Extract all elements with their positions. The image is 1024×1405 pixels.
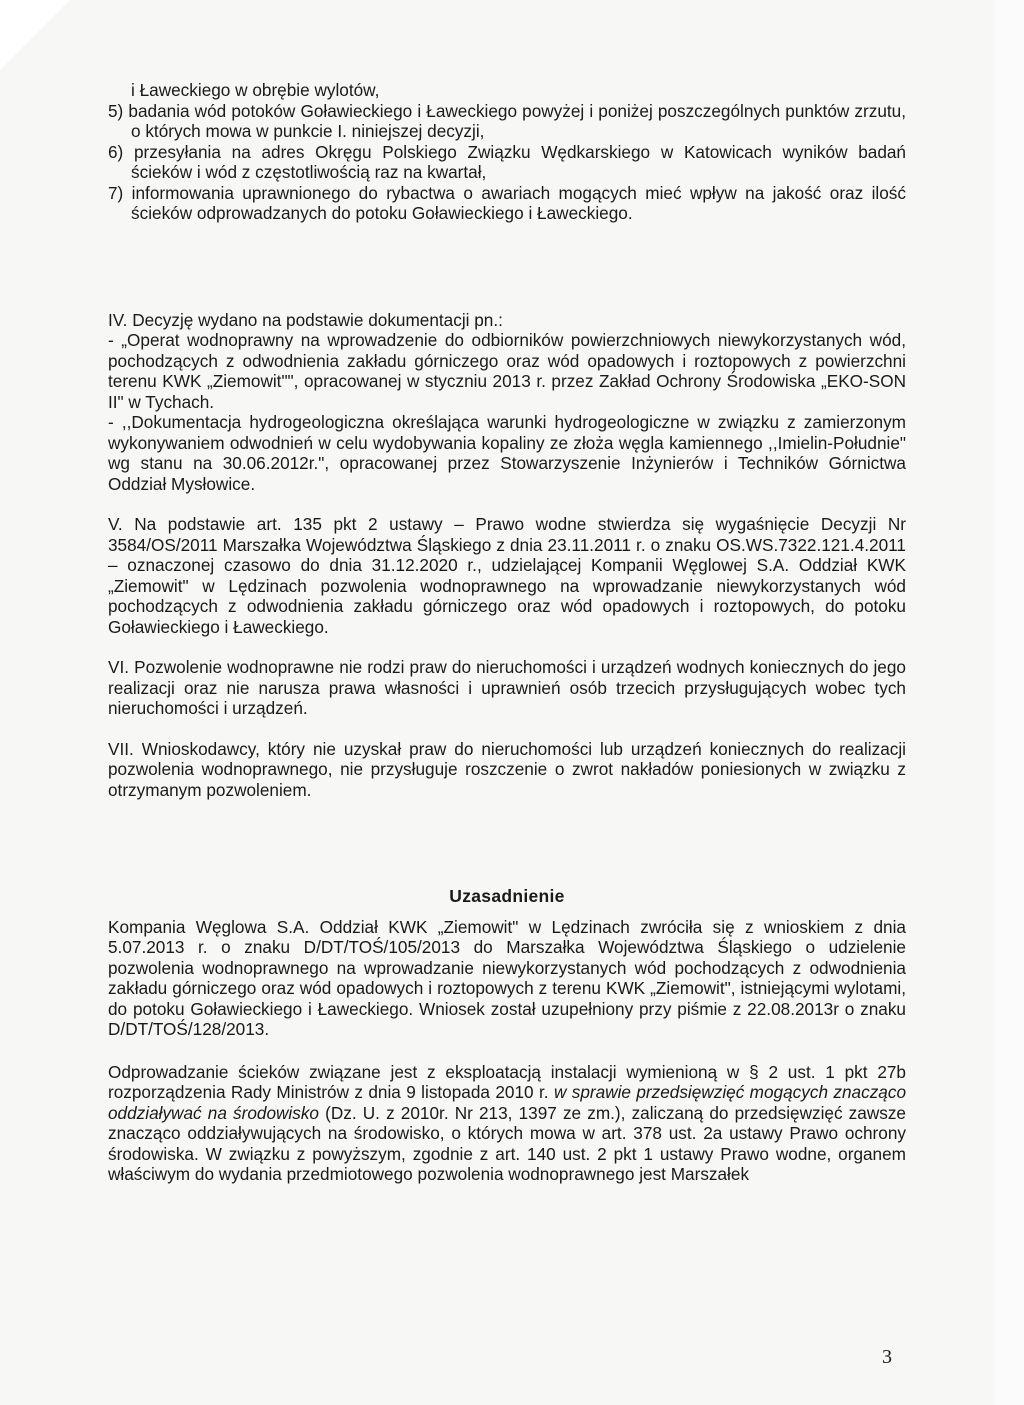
regulation-title: w sprawie przedsięwzięć mogących znacząco oddziaływać na środowisko [108,1082,907,1123]
list-continuation: i Ławeckiego w obrębie wylotów, [131,80,380,100]
list-item-6: 6) przesyłania na adres Okręgu Polskiego Związku Wędkarskiego w Katowicach wyników badań ścieków i wód z częstotliwością raz na kwartał, [108,141,906,182]
section-vi: VI. Pozwolenie wodnoprawne nie rodzi praw do nieruchomości i urządzeń wodnych koniecznych do jego realizacji oraz nie narusza prawa własności i uprawnień osób trzecich przysługujących wobec tych nieruchomości i urządzeń. [108,657,906,718]
list-item-7: 7) informowania uprawnionego do rybactwa o awariach mogących mieć wpływ na jakość oraz ilość ścieków odprowadzanych do potoku Goławieckiego i Ławeckiego. [108,182,906,223]
page-number: 3 [882,1346,892,1368]
doc-reference-2: - ,,Dokumentacja hydrogeologiczna określająca warunki hydrogeologiczne w związku z zamierzonym wykonywaniem odwodnień w celu wydobywania kopaliny ze złoża węgla kamiennego ,,Imielin-Południe" wg stanu na 30.06.2012r.", opracowanej przez Stowarzyszenie Inżynierów i Techników Górnictwa Oddział Mysłowice. [108,412,906,494]
justification-text-b: (Dz. U. z 2010r. Nr 213, 1397 ze zm.), zaliczaną do przedsięwzięć zawsze znacząco oddziaływujących na środowisko, o których mowa w art. 378 ust. 2a ustawy Prawo ochrony środowiska. W związku z powyższym, zgodnie z art. 140 ust. 2 pkt 1 ustawy Prawo wodne, organem właściwym do wydania przedmiotowego pozwolenia wodnoprawnego jest Marszałek [108,1102,906,1184]
scan-margin [995,0,1024,1405]
document-body [108,80,906,1185]
justification-paragraph-2 [108,1062,906,1185]
doc-reference-1: - „Operat wodnoprawny na wprowadzenie do odbiorników powierzchniowych niewykorzystanych wód, pochodzących z odwodnienia zakładu górniczego oraz wód opadowych i roztopowych z powierzchni terenu KWK „Ziemowit"", opracowanej w styczniu 2013 r. przez Zakład Ochrony Środowiska „EKO-SON II" w Tychach. [108,330,906,412]
heading-uzasadnienie: Uzasadnienie [449,886,565,906]
section-iv: IV. Decyzję wydano na podstawie dokumentacji pn.: [108,309,503,330]
list-item-5: 5) badania wód potoków Goławieckiego i Ławeckiego powyżej i poniżej poszczególnych punktów zrzutu, o których mowa w punkcie I. niniejszej decyzji, [108,100,906,141]
justification-paragraph-1: Kompania Węglowa S.A. Oddział KWK „Ziemowit" w Lędzinach zwróciła się z wnioskiem z dnia 5.07.2013 r. o znaku D/DT/TOŚ/105/2013 do Marszałka Województwa Śląskiego o udzielenie pozwolenia wodnoprawnego na wprowadzanie niewykorzystanych wód pochodzących z odwodnienia zakładu górniczego oraz wód opadowych i roztopowych z terenu KWK „Ziemowit", istniejącymi wylotami, do potoku Goławieckiego i Ławeckiego. Wniosek został uzupełniony przy piśmie z 22.08.2013r o znaku D/DT/TOŚ/128/2013. [108,916,906,1039]
justification-text-a: Odprowadzanie ścieków związane jest z eksploatacją instalacji wymienioną w § 2 ust. 1 pkt 27b rozporządzenia Rady Ministrów z dnia 9 listopada 2010 r. [108,1061,906,1102]
section-vii: VII. Wnioskodawcy, który nie uzyskał praw do nieruchomości lub urządzeń koniecznych do realizacji pozwolenia wodnoprawnego, nie przysługuje roszczenie o zwrot nakładów poniesionych w związku z otrzymanym pozwoleniem. [108,738,906,800]
section-v: V. Na podstawie art. 135 pkt 2 ustawy – Prawo wodne stwierdza się wygaśnięcie Decyzji Nr 3584/OS/2011 Marszałka Województwa Śląskiego z dnia 23.11.2011 r. o znaku OS.WS.7322.121.4.2011 – oznaczonej czasowo do dnia 31.12.2020 r., udzielającej Kompanii Węglowej S.A. Oddział KWK „Ziemowit" w Lędzinach pozwolenia wodnoprawnego na wprowadzanie niewykorzystanych wód pochodzących z odwodnienia zakładu górniczego oraz wód opadowych i roztopowych, do potoku Goławieckiego i Ławeckiego. [108,514,906,637]
folded-corner [0,0,70,70]
